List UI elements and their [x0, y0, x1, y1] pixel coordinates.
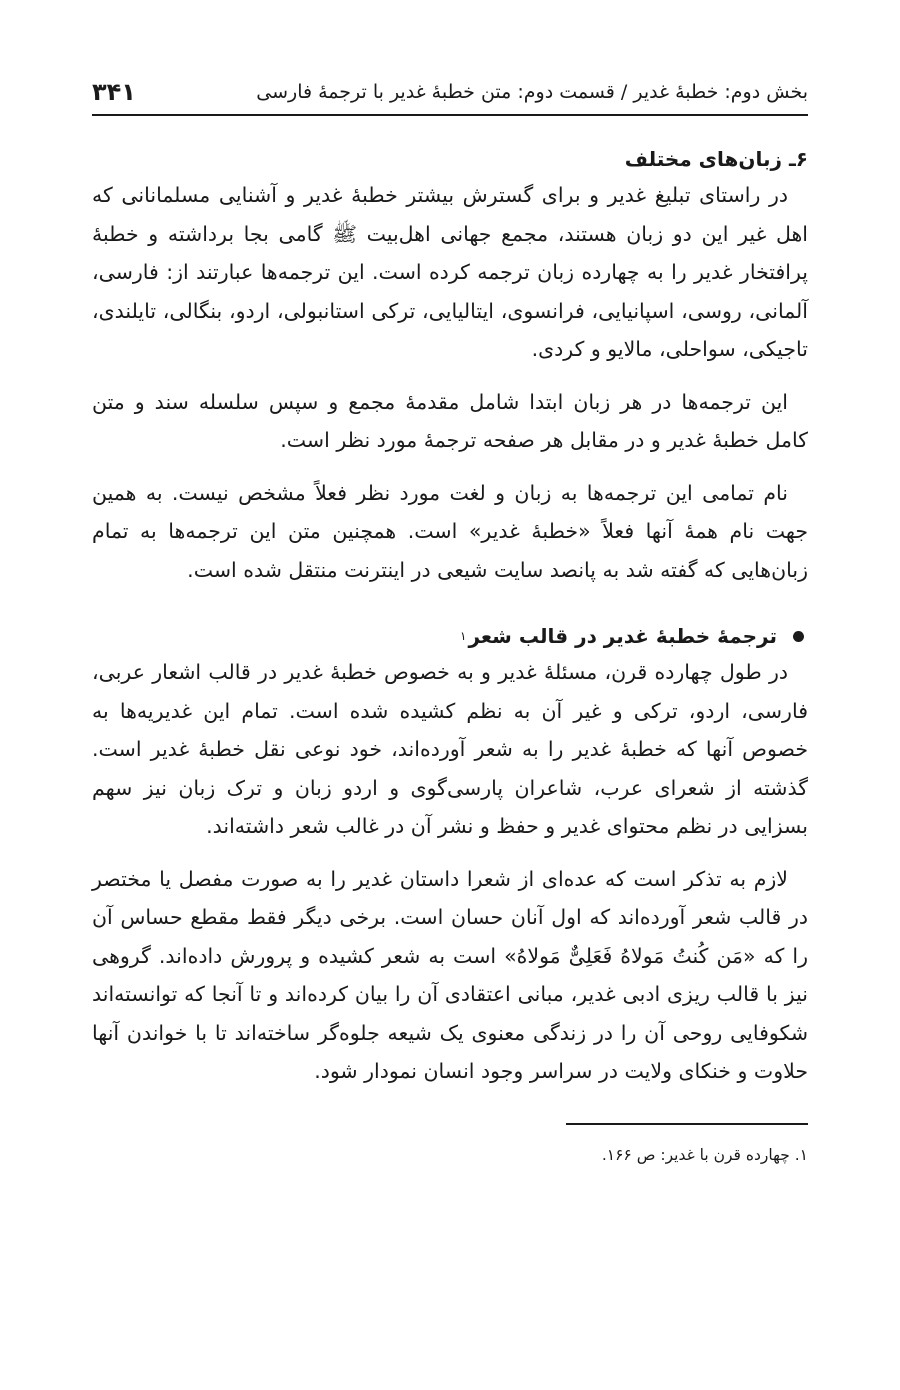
section-heading: ۶ـ زبان‌های مختلف: [624, 147, 808, 171]
page-number: ۳۴۱: [92, 78, 136, 106]
running-header-title: بخش دوم: خطبهٔ غدیر / قسمت دوم: متن خطبهٔ غدیر با ترجمهٔ فارسی: [256, 81, 808, 103]
footnote-marker: ۱: [460, 629, 467, 643]
subsection-paragraph-1: در طول چهارده قرن، مسئلهٔ غدیر و به خصوص خطبهٔ غدیر در قالب اشعار عربی، فارسی، اردو، ترکی و غیر آن به نظم کشیده شده است. تمام این غدیریه‌ها به خصوص آنها که خطبهٔ غدیر را به شعر آورده‌اند، خود نوعی نقل خطبهٔ غدیر است. گذشته از شعرای عرب، شاعران پارسی‌گوی و اردو زبان و ترک زبان نیز سهم بسزایی در نظم محتوای غدیر و حفظ و نشر آن در غالب شعر داشته‌اند.: [92, 660, 808, 838]
footnote-text: ۱. چهارده قرن با غدیر: ص ۱۶۶.: [601, 1145, 808, 1164]
footnote-divider: [566, 1123, 808, 1125]
section-paragraph-2: این ترجمه‌ها در هر زبان ابتدا شامل مقدمهٔ مجمع و سپس سلسله سند و متن کامل خطبهٔ غدیر و در مقابل هر صفحه ترجمهٔ مورد نظر است.: [92, 389, 808, 452]
subsection-heading-text: ترجمهٔ خطبهٔ غدیر در قالب شعر: [468, 624, 777, 648]
running-header: [92, 70, 808, 116]
section-paragraph-1: در راستای تبلیغ غدیر و برای گسترش بیشتر خطبهٔ غدیر و آشنایی مسلمانانی که اهل غیر این دو زبان هستند، مجمع جهانی اهل‌بیت ﷺ گامی بجا برداشته و خطبهٔ پرافتخار غدیر را به چهارده زبان ترجمه کرده است. این ترجمه‌ها عبارتند از: فارسی، آلمانی، روسی، اسپانیایی، فرانسوی، ایتالیایی، ترکی استانبولی، اردو، بنگالی، تایلندی، تاجیکی، سواحلی، مالایو و کردی.: [92, 183, 808, 361]
bullet-icon: [793, 631, 804, 642]
subsection-paragraph-2: لازم به تذکر است که عده‌ای از شعرا داستان غدیر را به صورت مفصل یا مختصر در قالب شعر آورده‌اند که اول آنان حسان است. برخی دیگر فقط مقطع حساس آن را که «مَن کُنتُ مَولاهُ فَعَلِیٌّ مَولاهُ» است به شعر کشیده و پرورش داده‌اند. گروهی نیز با قالب ریزی ادبی غدیر، مبانی اعتقادی آن را بیان کرده‌اند و تا آنجا که توانسته‌اند شکوفایی روحی آن را در زندگی معنوی یک شیعه جلوه‌گر ساخته‌اند تا با خواندن آنها حلاوت و خنکای ولایت در سراسر وجود انسان نمودار شود.: [92, 866, 808, 1083]
book-page: [92, 70, 808, 1167]
subsection-heading: [92, 619, 808, 653]
section-paragraph-3: نام تمامی این ترجمه‌ها به زبان و لغت مورد نظر فعلاً مشخص نیست. به همین جهت نام همهٔ آنها فعلاً «خطبهٔ غدیر» است. همچنین متن این ترجمه‌ها به تمام زبان‌هایی که گفته شد به پانصد سایت شیعی در اینترنت منتقل شده است.: [92, 480, 808, 582]
